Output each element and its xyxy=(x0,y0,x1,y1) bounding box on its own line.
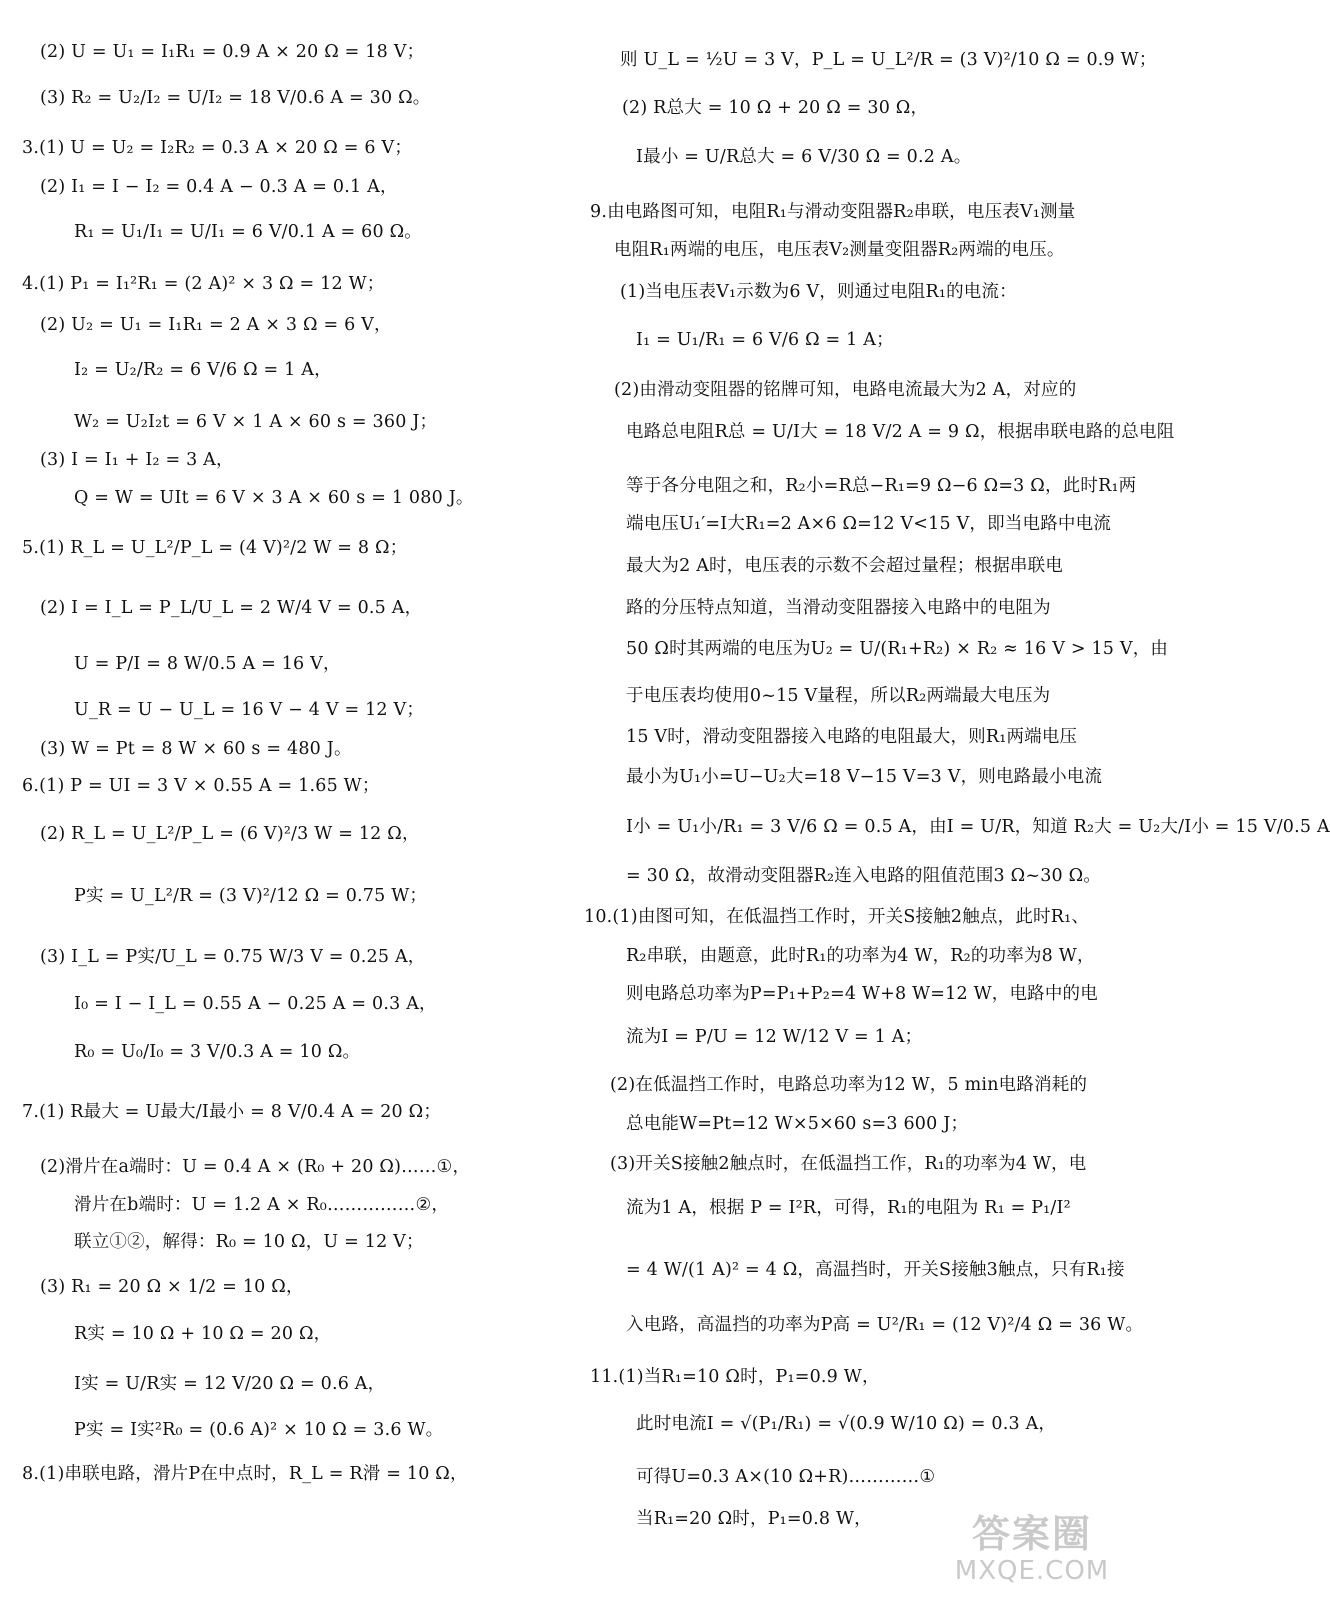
text-line: R₁ = U₁/I₁ = U/I₁ = 6 V/0.1 A = 60 Ω。 xyxy=(74,222,423,242)
text-line: P实 = U_L²/R = (3 V)²/12 Ω = 0.75 W； xyxy=(74,886,428,906)
text-line: I最小 = U/R总大 = 6 V/30 Ω = 0.2 A。 xyxy=(636,147,972,167)
text-line: 此时电流I = √(P₁/R₁) = √(0.9 W/10 Ω) = 0.3 A， xyxy=(636,1414,1057,1434)
text-line: 流为I = P/U = 12 W/12 V = 1 A； xyxy=(626,1027,923,1047)
watermark-logo: 答案圈 xyxy=(971,1512,1092,1556)
text-line: (2) R总大 = 10 Ω + 20 Ω = 30 Ω， xyxy=(622,98,929,118)
text-line: (1)当电压表V₁示数为6 V，则通过电阻R₁的电流： xyxy=(620,282,1017,302)
text-line: 端电压U₁′=I大R₁=2 A×6 Ω=12 V<15 V，即当电路中电流 xyxy=(626,514,1112,534)
text-line: U_R = U − U_L = 16 V − 4 V = 12 V； xyxy=(74,700,425,720)
text-line: = 4 W/(1 A)² = 4 Ω，高温挡时，开关S接触3触点，只有R₁接 xyxy=(626,1260,1125,1280)
text-line: (2)滑片在a端时：U = 0.4 A × (R₀ + 20 Ω)……①， xyxy=(40,1157,471,1177)
text-line: 15 V时，滑动变阻器接入电路的电阻最大，则R₁两端电压 xyxy=(626,727,1078,747)
text-line: R₀ = U₀/I₀ = 3 V/0.3 A = 10 Ω。 xyxy=(74,1042,361,1062)
text-line: 10.(1)由图可知，在低温挡工作时，开关S接触2触点，此时R₁、 xyxy=(584,907,1090,927)
text-line: I₂ = U₂/R₂ = 6 V/6 Ω = 1 A， xyxy=(74,360,332,380)
text-line: 等于各分电阻之和，R₂小=R总−R₁=9 Ω−6 Ω=3 Ω，此时R₁两 xyxy=(626,476,1137,496)
text-line: 电路总电阻R总 = U/I大 = 18 V/2 A = 9 Ω，根据串联电路的总电阻 xyxy=(626,422,1175,442)
text-line: 5.(1) R_L = U_L²/P_L = (4 V)²/2 W = 8 Ω； xyxy=(22,538,408,558)
text-line: I实 = U/R实 = 12 V/20 Ω = 0.6 A， xyxy=(74,1374,386,1394)
text-line: (2)在低温挡工作时，电路总功率为12 W，5 min电路消耗的 xyxy=(610,1075,1088,1095)
text-line: (3) I_L = P实/U_L = 0.75 W/3 V = 0.25 A， xyxy=(40,947,426,967)
text-line: 于电压表均使用0~15 V量程，所以R₂两端最大电压为 xyxy=(626,686,1051,706)
text-line: 入电路，高温挡的功率为P高 = U²/R₁ = (12 V)²/4 Ω = 36 W。 xyxy=(626,1315,1144,1335)
text-line: (2)由滑动变阻器的铭牌可知，电路电流最大为2 A，对应的 xyxy=(614,380,1077,400)
text-line: 滑片在b端时：U = 1.2 A × R₀……………②， xyxy=(74,1195,450,1215)
text-line: 则 U_L = ½U = 3 V，P_L = U_L²/R = (3 V)²/10 Ω = 0.9 W； xyxy=(620,50,1157,70)
text-line: R₂串联，由题意，此时R₁的功率为4 W，R₂的功率为8 W， xyxy=(626,946,1095,966)
text-line: (3) W = Pt = 8 W × 60 s = 480 J。 xyxy=(40,739,352,759)
text-line: (3) I = I₁ + I₂ = 3 A， xyxy=(40,450,234,470)
text-line: 11.(1)当R₁=10 Ω时，P₁=0.9 W， xyxy=(590,1367,880,1387)
text-line: W₂ = U₂I₂t = 6 V × 1 A × 60 s = 360 J； xyxy=(74,412,438,432)
text-line: I₁ = U₁/R₁ = 6 V/6 Ω = 1 A； xyxy=(636,330,894,350)
text-line: (2) U₂ = U₁ = I₁R₁ = 2 A × 3 Ω = 6 V， xyxy=(40,315,392,335)
text-line: 联立①②，解得：R₀ = 10 Ω，U = 12 V； xyxy=(74,1232,424,1252)
text-line: 7.(1) R最大 = U最大/I最小 = 8 V/0.4 A = 20 Ω； xyxy=(22,1102,442,1122)
text-line: P实 = I实²R₀ = (0.6 A)² × 10 Ω = 3.6 W。 xyxy=(74,1420,444,1440)
text-line: 电阻R₁两端的电压，电压表V₂测量变阻器R₂两端的电压。 xyxy=(614,240,1065,260)
text-line: 9.由电路图可知，电阻R₁与滑动变阻器R₂串联，电压表V₁测量 xyxy=(590,202,1076,222)
text-line: (2) U = U₁ = I₁R₁ = 0.9 A × 20 Ω = 18 V； xyxy=(40,42,425,62)
text-line: 50 Ω时其两端的电压为U₂ = U/(R₁+R₂) × R₂ ≈ 16 V > 15 V，由 xyxy=(626,639,1169,659)
text-line: 可得U=0.3 A×(10 Ω+R)…………① xyxy=(636,1467,936,1487)
text-line: I₀ = I − I_L = 0.55 A − 0.25 A = 0.3 A， xyxy=(74,994,437,1014)
text-line: Q = W = UIt = 6 V × 3 A × 60 s = 1 080 J。 xyxy=(74,488,474,508)
text-line: 则电路总功率为P=P₁+P₂=4 W+8 W=12 W，电路中的电 xyxy=(626,984,1098,1004)
text-line: 4.(1) P₁ = I₁²R₁ = (2 A)² × 3 Ω = 12 W； xyxy=(22,274,385,294)
text-line: (2) I = I_L = P_L/U_L = 2 W/4 V = 0.5 A， xyxy=(40,598,423,618)
text-line: 路的分压特点知道，当滑动变阻器接入电路中的电阻为 xyxy=(626,598,1051,618)
text-line: 流为1 A，根据 P = I²R，可得，R₁的电阻为 R₁ = P₁/I² xyxy=(626,1198,1071,1218)
text-line: 最小为U₁小=U−U₂大=18 V−15 V=3 V，则电路最小电流 xyxy=(626,767,1103,787)
watermark-site: MXQE.COM xyxy=(954,1556,1110,1586)
text-line: = 30 Ω，故滑动变阻器R₂连入电路的阻值范围3 Ω~30 Ω。 xyxy=(626,866,1102,886)
text-line: (3) R₁ = 20 Ω × 1/2 = 10 Ω， xyxy=(40,1277,304,1297)
text-line: (2) I₁ = I − I₂ = 0.4 A − 0.3 A = 0.1 A， xyxy=(40,177,398,197)
text-line: I小 = U₁小/R₁ = 3 V/6 Ω = 0.5 A，由I = U/R，知道 R₂大 = U₂大/I小 = 15 V/0.5 A xyxy=(626,817,1330,837)
text-line: U = P/I = 8 W/0.5 A = 16 V， xyxy=(74,654,341,674)
text-line: R实 = 10 Ω + 10 Ω = 20 Ω， xyxy=(74,1324,332,1344)
text-line: (2) R_L = U_L²/P_L = (6 V)²/3 W = 12 Ω， xyxy=(40,824,420,844)
text-line: 3.(1) U = U₂ = I₂R₂ = 0.3 A × 20 Ω = 6 V； xyxy=(22,138,413,158)
text-line: 总电能W=Pt=12 W×5×60 s=3 600 J； xyxy=(626,1114,969,1134)
text-line: 8.(1)串联电路，滑片P在中点时，R_L = R滑 = 10 Ω， xyxy=(22,1464,468,1484)
text-line: (3)开关S接触2触点时，在低温挡工作，R₁的功率为4 W，电 xyxy=(610,1154,1087,1174)
text-line: (3) R₂ = U₂/I₂ = U/I₂ = 18 V/0.6 A = 30 Ω。 xyxy=(40,88,431,108)
text-line: 6.(1) P = UI = 3 V × 0.55 A = 1.65 W； xyxy=(22,776,380,796)
text-line: 最大为2 A时，电压表的示数不会超过量程；根据串联电 xyxy=(626,556,1064,576)
text-line: 当R₁=20 Ω时，P₁=0.8 W， xyxy=(636,1509,872,1529)
site-watermark xyxy=(937,1512,1127,1592)
